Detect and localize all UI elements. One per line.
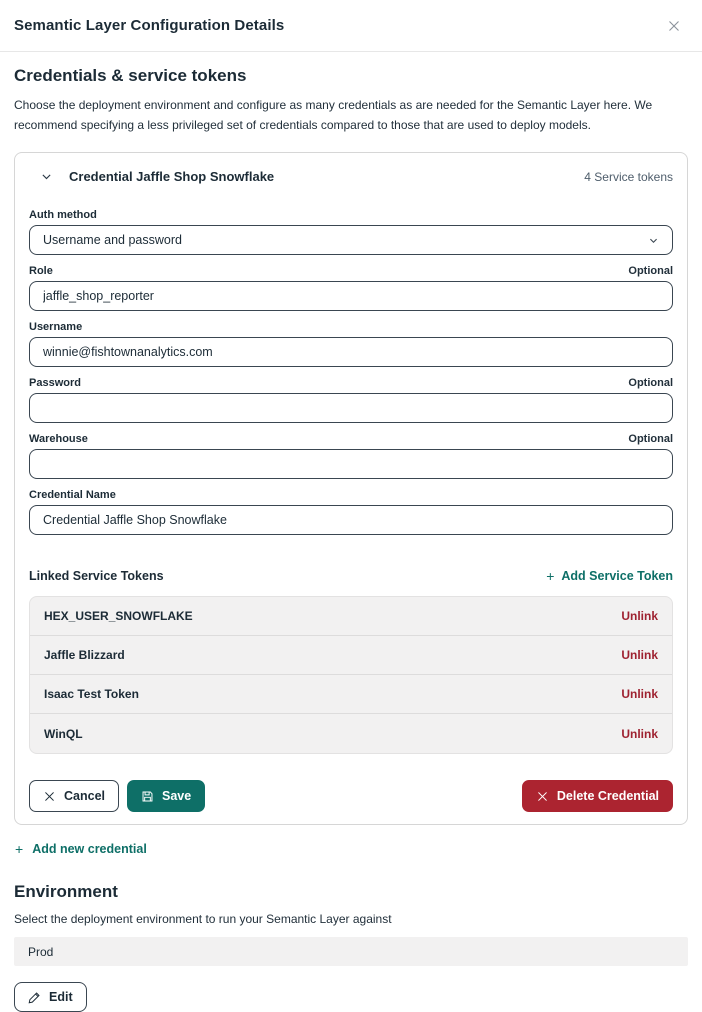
chevron-down-icon[interactable] [38,168,55,185]
delete-credential-label: Delete Credential [556,789,659,803]
close-icon[interactable] [662,14,686,38]
credential-card-footer [29,780,673,812]
role-input[interactable] [29,281,673,311]
modal-header [0,0,702,52]
password-field [29,377,673,423]
save-button-label: Save [162,789,192,803]
token-name: WinQL [44,726,83,741]
chevron-down-icon [648,235,659,246]
role-field [29,265,673,311]
linked-tokens-label: Linked Service Tokens [29,569,164,583]
delete-credential-button[interactable] [522,780,673,812]
plus-icon: + [15,841,24,857]
modal-body [0,52,702,1012]
credential-name-input[interactable] [29,505,673,535]
x-icon [536,790,549,803]
environment-value: Prod [28,944,54,959]
credential-form [28,209,674,812]
password-label: Password [29,377,81,389]
warehouse-input[interactable] [29,449,673,479]
credential-name-label: Credential Name [29,489,116,501]
pencil-icon [28,991,41,1004]
username-field [29,321,673,367]
unlink-button[interactable]: Unlink [621,726,658,741]
auth-method-field [29,209,673,255]
warehouse-field [29,433,673,479]
token-name: Isaac Test Token [44,687,139,701]
credential-card [14,152,688,825]
edit-environment-button[interactable] [14,982,87,1012]
add-new-credential-button[interactable] [15,842,147,856]
modal-title: Semantic Layer Configuration Details [14,17,285,34]
environment-description: Select the deployment environment to run your Semantic Layer against [14,912,392,926]
x-icon [43,790,56,803]
token-name: Jaffle Blizzard [44,648,125,662]
service-token-list [29,596,673,754]
role-optional-tag: Optional [628,265,673,277]
environment-value-bar [14,937,688,966]
warehouse-optional-tag: Optional [628,433,673,445]
linked-tokens-header [29,569,673,583]
cancel-button-label: Cancel [64,789,105,803]
add-service-token-label: Add Service Token [561,569,673,583]
username-input[interactable] [29,337,673,367]
unlink-button[interactable]: Unlink [621,687,658,701]
unlink-button[interactable]: Unlink [621,648,658,662]
credential-name-field [29,489,673,535]
role-label: Role [29,265,53,277]
service-tokens-count: 4 Service tokens [584,169,673,184]
cancel-button[interactable] [29,780,119,812]
unlink-button[interactable]: Unlink [621,609,658,623]
auth-method-select[interactable] [29,225,673,255]
auth-method-label: Auth method [29,209,97,221]
credentials-description: Choose the deployment environment and configure as many credentials as are needed for the Semantic Layer here. We recommend specifying a less privileged set of credentials compared to those that are used to deploy models. [14,98,653,132]
credential-card-title: Credential Jaffle Shop Snowflake [69,169,275,184]
plus-icon: + [546,568,555,584]
token-row [30,714,672,753]
auth-method-selected-value: Username and password [43,233,182,247]
save-button[interactable] [127,780,205,812]
add-new-credential-label: Add new credential [32,842,147,856]
save-icon [141,790,154,803]
token-row [30,675,672,714]
password-optional-tag: Optional [628,377,673,389]
token-row [30,597,672,636]
credential-card-header[interactable] [28,166,674,185]
token-row [30,636,672,675]
add-service-token-button[interactable] [546,569,673,583]
environment-heading: Environment [14,882,118,901]
token-name: HEX_USER_SNOWFLAKE [44,609,193,623]
warehouse-label: Warehouse [29,433,88,445]
username-label: Username [29,321,83,333]
edit-button-label: Edit [49,990,73,1004]
credentials-heading: Credentials & service tokens [14,66,247,85]
password-input[interactable] [29,393,673,423]
